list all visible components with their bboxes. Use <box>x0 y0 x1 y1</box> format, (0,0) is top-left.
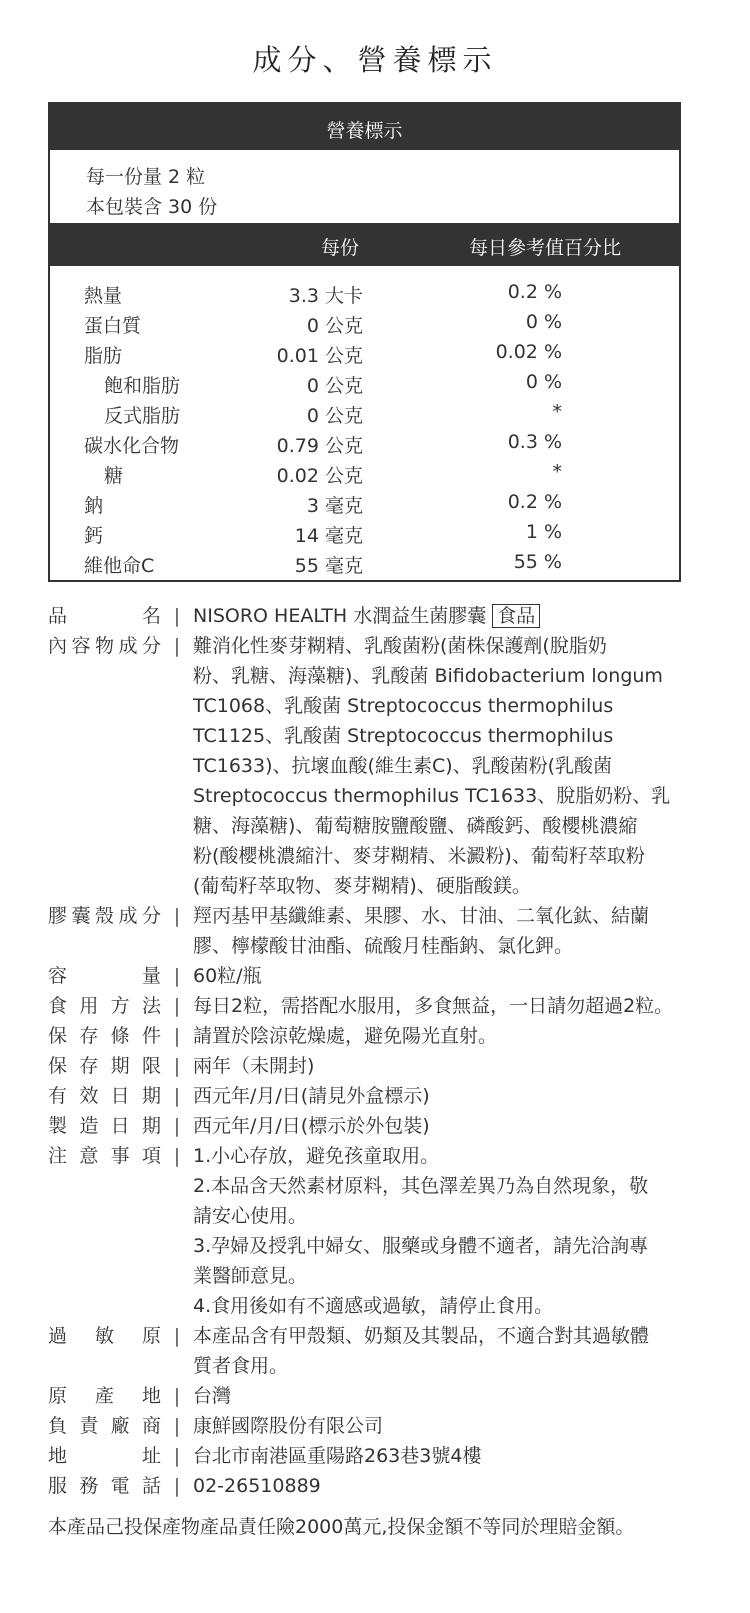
nutrition-row <box>50 459 679 489</box>
nutrient-daily: * <box>552 401 562 423</box>
nutrition-row <box>50 339 679 369</box>
info-label: 內容物成分 <box>48 635 161 657</box>
nutrient-amount: 0 公克 <box>306 375 363 397</box>
nutrient-amount: 0.01 公克 <box>276 345 363 367</box>
info-separator: | <box>173 995 181 1017</box>
nutrition-row <box>50 279 679 309</box>
info-separator: | <box>173 1115 181 1137</box>
info-row-origin <box>48 1381 708 1411</box>
ingredient-line: 粉、乳糖、海藻糖)、乳酸菌 Bifidobacterium longum <box>193 665 663 687</box>
info-value: 02-26510889 <box>193 1475 321 1497</box>
ingredient-line: 難消化性麥芽糊精、乳酸菌粉(菌株保護劑(脫脂奶 <box>193 635 607 657</box>
capsule-line: 膠、檸檬酸甘油酯、硫酸月桂酯鈉、氯化鉀。 <box>193 935 574 957</box>
nutrient-amount: 0.79 公克 <box>276 435 363 457</box>
nutrition-row <box>50 489 679 519</box>
nutrient-amount: 55 毫克 <box>294 555 363 577</box>
info-value: 康鮮國際股份有限公司 <box>193 1415 384 1437</box>
info-label: 容量 <box>48 965 161 987</box>
info-value: 請置於陰涼乾燥處，避免陽光直射。 <box>193 1025 498 1047</box>
nutrition-row <box>50 369 679 399</box>
nutrition-row <box>50 549 679 579</box>
nutrition-column-header <box>50 223 679 266</box>
ingredient-line: (葡萄籽萃取物、麥芽糊精)、硬脂酸鎂。 <box>193 875 531 897</box>
note-line: 2.本品含天然素材原料，其色澤差異乃為自然現象，敬 <box>193 1175 649 1197</box>
info-row-storage <box>48 1021 708 1051</box>
info-label: 膠囊殼成分 <box>48 905 161 927</box>
info-label: 服務電話 <box>48 1475 161 1497</box>
info-separator: | <box>173 965 181 987</box>
nutrition-row <box>50 429 679 459</box>
nutrient-name: 蛋白質 <box>84 315 142 337</box>
ingredient-line: TC1633)、抗壞血酸(維生素C)、乳酸菌粉(乳酸菌 <box>193 755 613 777</box>
note-line: 1.小心存放，避免孩童取用。 <box>193 1145 440 1167</box>
info-row-product <box>48 601 708 631</box>
info-value: 60粒/瓶 <box>193 965 262 987</box>
serving-size: 每一份量 2 粒 <box>86 166 206 188</box>
note-line: 4.食用後如有不適感或過敏，請停止食用。 <box>193 1295 554 1317</box>
nutrient-daily: 0.3 % <box>507 431 562 453</box>
nutrient-amount: 0 公克 <box>306 405 363 427</box>
info-separator: | <box>173 1385 181 1407</box>
nutrient-name: 反式脂肪 <box>104 405 181 427</box>
note-line: 業醫師意見。 <box>193 1265 308 1287</box>
nutrition-row <box>50 519 679 549</box>
nutrition-header-bar <box>50 104 679 150</box>
info-value <box>193 601 683 631</box>
info-value: 台北市南港區重陽路263巷3號4樓 <box>193 1445 482 1467</box>
info-value: 兩年（未開封) <box>193 1055 315 1077</box>
insurance-note: 本產品己投保產物產品責任險2000萬元,投保金額不等同於理賠金額。 <box>48 1516 635 1538</box>
info-value: 台灣 <box>193 1385 232 1407</box>
nutrient-daily: 0 % <box>525 311 562 333</box>
nutrient-name: 鈣 <box>84 525 104 547</box>
nutrient-daily: 0.02 % <box>495 341 562 363</box>
ingredient-line: Streptococcus thermophilus TC1633、脫脂奶粉、乳 <box>193 785 671 807</box>
nutrient-amount: 3 毫克 <box>306 495 363 517</box>
allergen-line: 本產品含有甲殼類、奶類及其製品，不適合對其過敏體 <box>193 1325 650 1347</box>
nutrition-header: 營養標示 <box>326 120 403 142</box>
nutrient-amount: 3.3 大卡 <box>288 285 363 307</box>
info-separator: | <box>173 1475 181 1497</box>
food-tag: 食品 <box>492 604 540 628</box>
allergen-line: 質者食用。 <box>193 1355 289 1377</box>
info-row-phone <box>48 1471 708 1501</box>
page-title: 成分、營養標示 <box>252 43 498 77</box>
info-value <box>193 1321 683 1381</box>
nutrition-row <box>50 399 679 429</box>
info-label: 保存條件 <box>48 1025 161 1047</box>
nutrient-amount: 0.02 公克 <box>276 465 363 487</box>
info-separator: | <box>173 1325 181 1347</box>
note-line: 3.孕婦及授乳中婦女、服藥或身體不適者，請先洽詢專 <box>193 1235 649 1257</box>
info-separator: | <box>173 1145 181 1167</box>
nutrient-name: 飽和脂肪 <box>104 375 181 397</box>
info-label: 原產地 <box>48 1385 161 1407</box>
info-separator: | <box>173 605 181 627</box>
info-separator: | <box>173 905 181 927</box>
info-row-allergen <box>48 1321 708 1381</box>
info-label: 製造日期 <box>48 1115 161 1137</box>
product-info <box>48 601 708 1501</box>
info-label: 負責廠商 <box>48 1415 161 1437</box>
ingredient-line: 粉(酸櫻桃濃縮汁、麥芽糊精、米澱粉)、葡萄籽萃取粉 <box>193 845 645 867</box>
info-row-manufacture <box>48 1111 708 1141</box>
info-value <box>193 631 683 901</box>
nutrient-name: 鈉 <box>84 495 104 517</box>
info-separator: | <box>173 635 181 657</box>
nutrient-name: 碳水化合物 <box>84 435 180 457</box>
nutrient-daily: 0.2 % <box>507 281 562 303</box>
ingredient-line: 糖、海藻糖)、葡萄糖胺鹽酸鹽、磷酸鈣、酸櫻桃濃縮 <box>193 815 638 837</box>
ingredient-line: TC1068、乳酸菌 Streptococcus thermophilus <box>193 695 614 717</box>
servings-per-pack: 本包裝含 30 份 <box>86 196 218 218</box>
info-label: 注意事項 <box>48 1145 161 1167</box>
info-separator: | <box>173 1025 181 1047</box>
info-row-address <box>48 1441 708 1471</box>
col-per-serving: 每份 <box>320 237 359 259</box>
info-separator: | <box>173 1055 181 1077</box>
info-label: 品名 <box>48 605 161 627</box>
nutrient-amount: 14 毫克 <box>294 525 363 547</box>
info-row-usage <box>48 991 708 1021</box>
info-row-expiry <box>48 1081 708 1111</box>
nutrient-daily: 0 % <box>525 371 562 393</box>
info-row-company <box>48 1411 708 1441</box>
nutrient-amount: 0 公克 <box>306 315 363 337</box>
info-label: 地址 <box>48 1445 161 1467</box>
info-label: 保存期限 <box>48 1055 161 1077</box>
note-line: 請安心使用。 <box>193 1205 308 1227</box>
col-daily-value: 每日參考值百分比 <box>468 237 621 259</box>
capsule-line: 羥丙基甲基纖維素、果膠、水、甘油、二氧化鈦、結蘭 <box>193 905 650 927</box>
nutrient-daily: * <box>552 461 562 483</box>
info-row-capsule <box>48 901 708 961</box>
nutrient-name: 脂肪 <box>84 345 123 367</box>
info-separator: | <box>173 1085 181 1107</box>
product-name: NISORO HEALTH 水潤益生菌膠囊 <box>193 605 487 627</box>
info-value: 每日2粒，需搭配水服用，多食無益，一日請勿超過2粒。 <box>193 995 674 1017</box>
nutrient-name: 熱量 <box>84 285 123 307</box>
ingredient-line: TC1125、乳酸菌 Streptococcus thermophilus <box>193 725 614 747</box>
nutrient-name: 糖 <box>104 465 124 487</box>
nutrition-row <box>50 309 679 339</box>
nutrient-daily: 1 % <box>525 521 562 543</box>
info-label: 有效日期 <box>48 1085 161 1107</box>
info-value <box>193 1141 683 1321</box>
info-row-ingredients <box>48 631 708 901</box>
info-separator: | <box>173 1415 181 1437</box>
info-row-capacity <box>48 961 708 991</box>
info-separator: | <box>173 1445 181 1467</box>
nutrition-table <box>48 102 681 582</box>
nutrient-daily: 0.2 % <box>507 491 562 513</box>
info-row-shelf-life <box>48 1051 708 1081</box>
info-label: 過敏原 <box>48 1325 161 1347</box>
info-value: 西元年/月/日(請見外盒標示) <box>193 1085 430 1107</box>
nutrient-daily: 55 % <box>513 551 562 573</box>
nutrient-name: 維他命C <box>84 555 155 577</box>
info-row-notes <box>48 1141 708 1321</box>
info-value: 西元年/月/日(標示於外包裝) <box>193 1115 430 1137</box>
info-label: 食用方法 <box>48 995 161 1017</box>
info-value <box>193 901 683 961</box>
